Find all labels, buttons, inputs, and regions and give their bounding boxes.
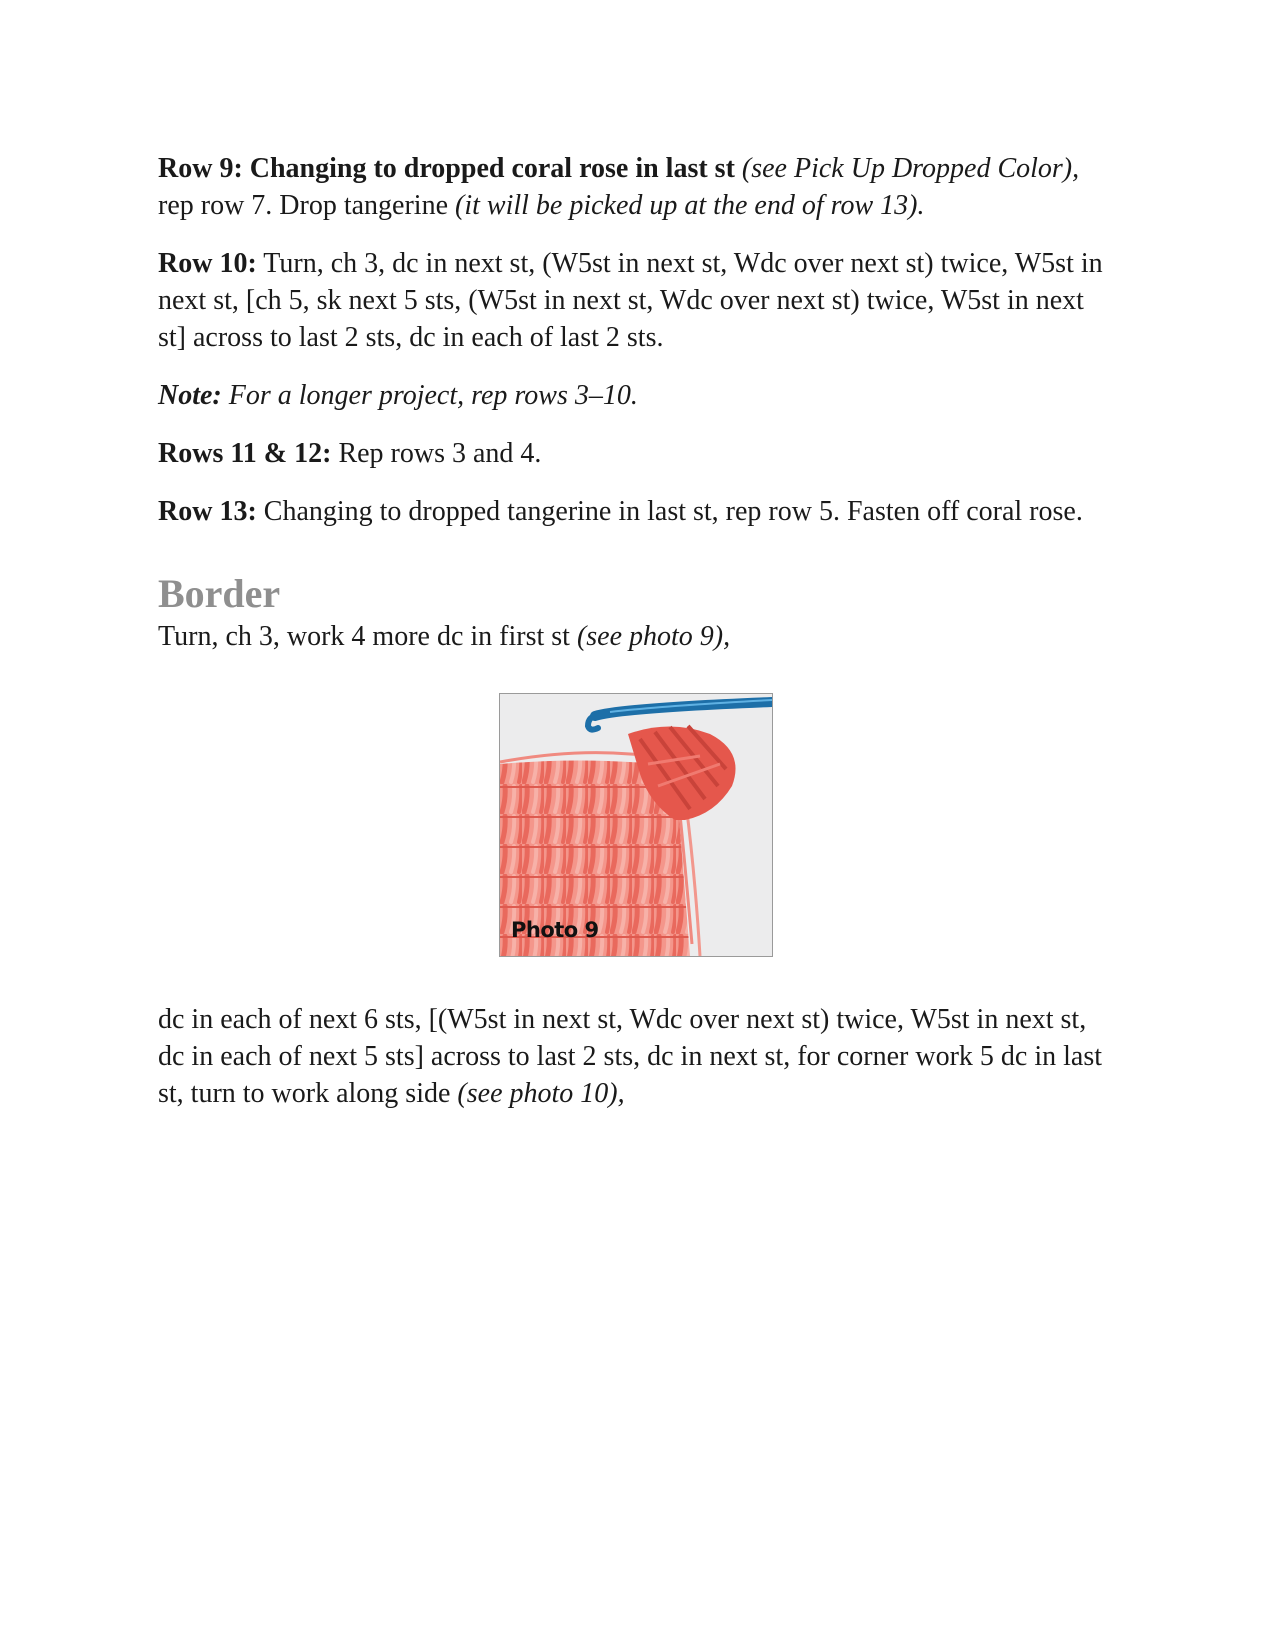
row9-bold-text: Changing to dropped coral rose in last st <box>242 153 742 184</box>
row9-italic-note-2: (it will be picked up at the end of row 13). <box>455 190 925 221</box>
border-continued-text: dc in each of next 6 sts, [(W5st in next st, Wdc over next st) twice, W5st in next st, dc in each of next 5 sts] across to last 2 sts, dc in next st, for corner work 5 dc in last st, turn to work along side <box>158 1004 1103 1109</box>
note-label: Note: <box>158 380 222 411</box>
row13-paragraph <box>158 493 1118 530</box>
border-intro-text: Turn, ch 3, work 4 more dc in first st <box>158 621 577 652</box>
row10-text: Turn, ch 3, dc in next st, (W5st in next st, Wdc over next st) twice, W5st in next st, [ch 5, sk next 5 sts, (W5st in next st, Wdc over next st) twice, W5st in next st] across to last 2 sts, dc in each of last 2 sts. <box>158 248 1103 353</box>
rows11-12-text: Rep rows 3 and 4. <box>331 438 542 469</box>
row13-label: Row 13: <box>158 496 257 527</box>
photo-9 <box>499 693 773 957</box>
document-page <box>158 150 1118 1133</box>
rows11-12-label: Rows 11 & 12: <box>158 438 332 469</box>
row9-italic-note: (see Pick Up Dropped Color), <box>741 153 1080 184</box>
note-paragraph <box>158 377 1118 414</box>
photo-caption: Photo 9 <box>511 918 599 942</box>
border-intro-paragraph <box>158 618 1118 655</box>
border-continued-italic: (see photo 10), <box>457 1078 625 1109</box>
border-intro-italic: (see photo 9), <box>576 621 731 652</box>
rows11-12-paragraph <box>158 435 1118 472</box>
border-continued-paragraph <box>158 1001 1118 1112</box>
row9-text: rep row 7. Drop tangerine <box>158 190 456 221</box>
crochet-photo-illustration <box>500 694 772 956</box>
row9-paragraph <box>158 150 1118 224</box>
note-text: For a longer project, rep rows 3–10. <box>221 380 638 411</box>
row10-paragraph <box>158 245 1118 356</box>
border-heading: Border <box>158 571 281 616</box>
row13-text: Changing to dropped tangerine in last st, rep row 5. Fasten off coral rose. <box>256 496 1083 527</box>
row9-label: Row 9: <box>158 153 243 184</box>
row10-label: Row 10: <box>158 248 257 279</box>
